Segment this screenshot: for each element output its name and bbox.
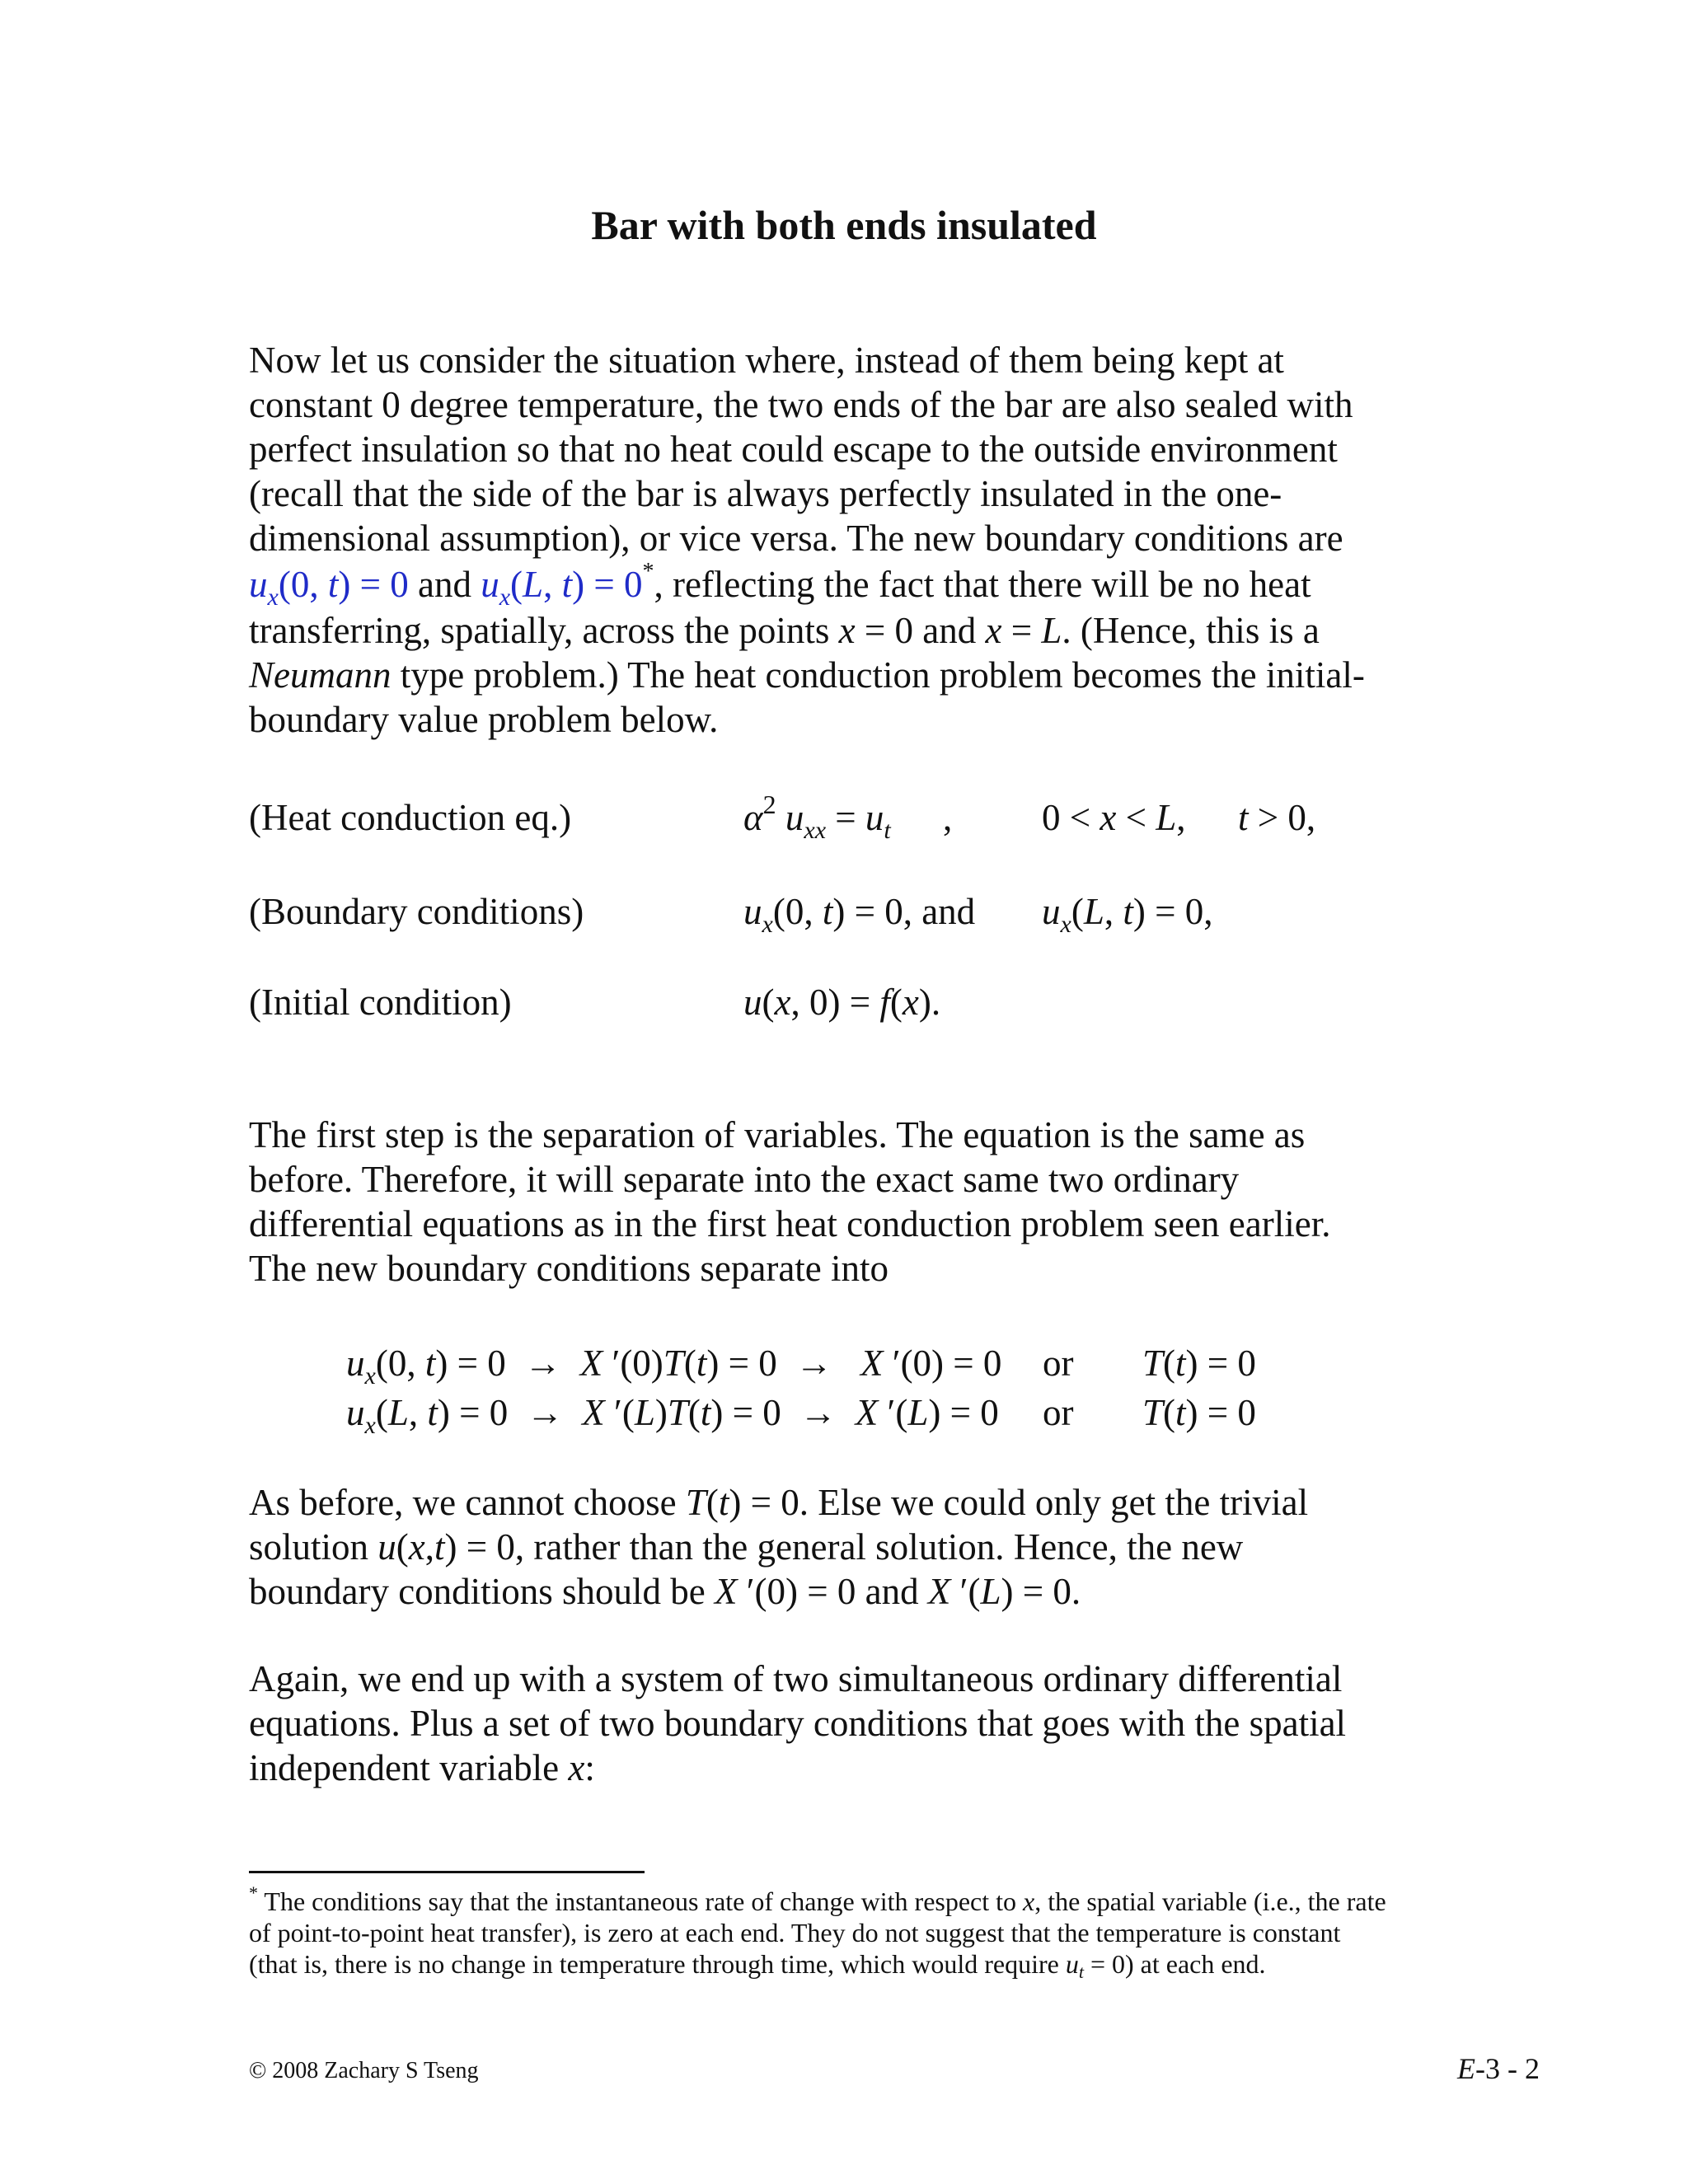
intro-paragraph — [249, 338, 1444, 742]
separated-bc-row-2 — [346, 1388, 1335, 1437]
bc-left: $u_x(0$, t) = 0, and — [743, 891, 976, 938]
or-word: or — [1043, 1392, 1074, 1433]
page-prefix: E — [1457, 2052, 1476, 2085]
intro-line: perfect insulation so that no heat could escape to the outside environment — [249, 429, 1338, 470]
footnote-line3-end: = 0) at each end. — [1083, 1949, 1266, 1979]
heat-domain: 0 < x < L, — [1042, 797, 1186, 838]
footnote-line: of point-to-point heat transfer), is zero at each end. They do not suggest that the temperature is constant — [249, 1918, 1341, 1947]
step-line: The new boundary conditions separate into — [249, 1248, 889, 1289]
intro-line: transferring, spatially, across the points x = 0 and x = L. (Hence, this is a — [249, 610, 1320, 651]
heat-comma: , — [943, 797, 953, 838]
again-paragraph — [249, 1657, 1444, 1790]
heat-equation: $\alpha^2$ $u_{xx} = u_t$ — [743, 790, 891, 844]
intro-line6-rest: , reflecting the fact that there will be no heat — [654, 564, 1311, 605]
ic-equation: u(x, 0) = f(x). — [743, 982, 941, 1023]
step-line: The first step is the separation of variables. The equation is the same as — [249, 1114, 1306, 1155]
footnote — [249, 1882, 1452, 1982]
page-title: Bar with both ends insulated — [591, 202, 1097, 248]
bc-left-highlight: $u_x(0$, t) = 0 — [249, 564, 409, 611]
intro-line-bc — [249, 559, 1444, 611]
bc-right: $u_x(L$, t) = 0, — [1042, 891, 1213, 938]
heat-time: t > 0, — [1238, 797, 1316, 838]
step-line: differential equations as in the first heat conduction problem seen earlier. — [249, 1203, 1331, 1244]
intro-line: Now let us consider the situation where, instead of them being kept at — [249, 340, 1284, 381]
ic-label: (Initial condition) — [249, 982, 512, 1023]
bc-right-highlight: $u_x(L$, t) = 0 — [481, 564, 643, 611]
asbefore-line: As before, we cannot choose T(t) = 0. Else we could only get the trivial — [249, 1482, 1309, 1523]
footnote-line: (that is, there is no change in temperature through time, which would require $u_t = 0$) at each end. — [249, 1949, 1266, 1982]
intro-and: and — [408, 564, 481, 605]
intro-line: (recall that the side of the bar is always perfectly insulated in the one- — [249, 473, 1282, 514]
t-zero: T(t) = 0 — [1142, 1392, 1256, 1433]
boundary-conditions-row — [249, 887, 1403, 936]
again-line: independent variable x: — [249, 1747, 595, 1788]
t-zero: T(t) = 0 — [1142, 1343, 1256, 1384]
footnote-marker: * — [249, 1882, 258, 1903]
step-line: before. Therefore, it will separate into the exact same two ordinary — [249, 1159, 1240, 1200]
again-line: equations. Plus a set of two boundary conditions that goes with the spatial — [249, 1703, 1347, 1744]
again-line: Again, we end up with a system of two simultaneous ordinary differential — [249, 1658, 1343, 1699]
page-rest: -3 - 2 — [1475, 2052, 1540, 2085]
asbefore-line: solution u(x,t) = 0, rather than the general solution. Hence, the new — [249, 1526, 1244, 1568]
footnote-rule — [249, 1871, 645, 1873]
separated-bc-row-1 — [346, 1338, 1335, 1388]
sep-bc-1: $u_x(0$, t) = 0 → X ′(0)T(t) = 0 → X ′(0) = 0 — [346, 1343, 1002, 1390]
bc-label: (Boundary conditions) — [249, 891, 584, 932]
intro-line: constant 0 degree temperature, the two ends of the bar are also sealed with — [249, 384, 1353, 425]
copyright: © 2008 Zachary S Tseng — [249, 2058, 479, 2083]
page-number — [1457, 2052, 1540, 2085]
intro-line: dimensional assumption), or vice versa. The new boundary conditions are — [249, 518, 1343, 559]
intro-line8-rest: type problem.) The heat conduction problem becomes the initial- — [391, 654, 1365, 696]
heat-equation-row — [249, 790, 1403, 844]
or-word: or — [1043, 1343, 1074, 1384]
footnote-marker: * — [642, 559, 654, 584]
asbefore-line: boundary conditions should be X ′(0) = 0 and X ′(L) = 0. — [249, 1571, 1081, 1612]
footnote-line: * The conditions say that the instantaneous rate of change with respect to x, the spatial variable (i.e., the rate — [249, 1882, 1386, 1916]
footnote-sub: t — [1078, 1961, 1084, 1982]
initial-condition-row — [249, 977, 1403, 1027]
neumann-word: Neumann — [249, 654, 392, 696]
separation-paragraph — [249, 1113, 1444, 1291]
intro-line: boundary value problem below. — [249, 699, 719, 740]
sep-bc-2: $u_x(L$, t) = 0 → X ′(L)T(t) = 0 → X ′(L) = 0 — [346, 1392, 999, 1439]
intro-line — [249, 653, 1444, 697]
heat-label: (Heat conduction eq.) — [249, 797, 572, 838]
as-before-paragraph — [249, 1480, 1444, 1614]
